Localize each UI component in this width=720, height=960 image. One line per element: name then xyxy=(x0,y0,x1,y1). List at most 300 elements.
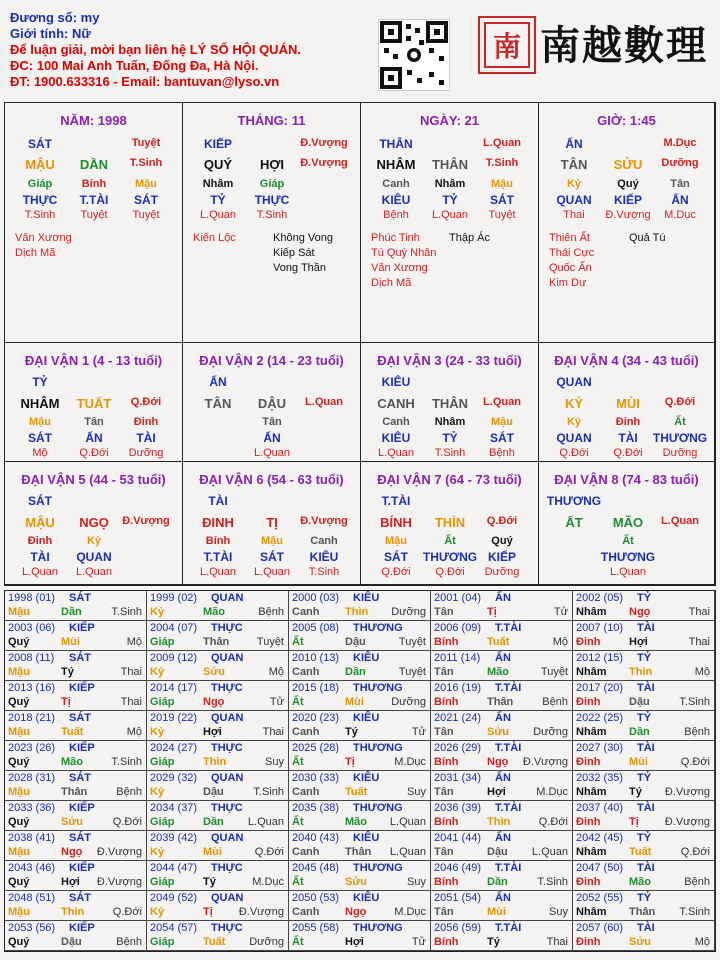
year-cell xyxy=(5,681,147,711)
year-stem: Nhâm xyxy=(576,606,607,618)
year-label: 2010 (13) xyxy=(292,652,340,664)
year-stem: Tân xyxy=(434,906,454,918)
dai-van-value: L.Quan xyxy=(377,447,415,459)
dai-van-value: KIÊU xyxy=(309,550,339,564)
dai-van-title: ĐẠI VẬN 8 (74 - 83 tuổi) xyxy=(554,472,699,487)
year-cell xyxy=(289,831,431,861)
pillar-value: T.TÀI xyxy=(79,193,109,207)
pillar-value: TỶ xyxy=(442,193,458,207)
pillar-value: M.Dục xyxy=(664,209,696,221)
pillar-value: T.Sinh xyxy=(24,209,56,221)
year-stem: Bính xyxy=(434,696,459,708)
pillar-stars-right xyxy=(449,231,490,246)
year-label: 2002 (05) xyxy=(576,592,624,604)
dai-van-title: ĐẠI VẬN 2 (14 - 23 tuổi) xyxy=(199,353,344,368)
pillar-stars-right xyxy=(629,231,666,246)
year-branch: Thìn xyxy=(345,606,369,618)
year-label: 2025 (28) xyxy=(292,742,340,754)
year-god: KIẾP xyxy=(69,742,95,754)
year-phase: T.Sinh xyxy=(111,606,142,618)
year-god: THƯƠNG xyxy=(353,622,403,634)
year-phase: Mộ xyxy=(268,666,284,678)
year-stem: Bính xyxy=(434,876,459,888)
dai-van-value: Q.Đới xyxy=(130,396,162,408)
pillar-value: ẤN xyxy=(565,137,583,151)
year-stem: Giáp xyxy=(150,876,175,888)
pillar-value: Tuyệt xyxy=(131,137,161,149)
year-god: THỰC xyxy=(211,742,243,754)
address-line: ĐC: 100 Mai Anh Tuấn, Đống Đa, Hà Nội. xyxy=(10,58,259,73)
pillar-value: Tuyệt xyxy=(80,209,108,221)
year-cell xyxy=(147,591,289,621)
dai-van-title: ĐẠI VẬN 5 (44 - 53 tuổi) xyxy=(21,472,166,487)
year-branch: Mùi xyxy=(61,636,80,648)
year-god: T.TÀI xyxy=(495,742,522,754)
year-label: 2005 (08) xyxy=(292,622,340,634)
star-item: Vong Thần xyxy=(273,262,327,274)
dai-van-value: Ất xyxy=(622,535,634,547)
year-label: 2006 (09) xyxy=(434,622,482,634)
pillar-value: TÂN xyxy=(560,157,588,172)
dai-van-row-r5 xyxy=(361,566,538,582)
dai-van-row-r3 xyxy=(183,535,360,551)
year-cell xyxy=(5,861,147,891)
dai-van-row-r2 xyxy=(539,515,714,531)
year-stem: Giáp xyxy=(150,636,175,648)
pillar-stars-left xyxy=(193,231,236,246)
year-stem: Canh xyxy=(292,846,320,858)
pillar-value: QUAN xyxy=(556,193,592,207)
year-phase: Mộ xyxy=(126,636,142,648)
dai-van-value: QUAN xyxy=(556,431,592,445)
year-cell xyxy=(573,741,715,771)
dai-van-row-r5 xyxy=(183,447,360,463)
pillar-stars-right xyxy=(273,231,333,276)
year-label: 2015 (18) xyxy=(292,682,340,694)
year-branch: Tý xyxy=(629,786,642,798)
year-stem: Nhâm xyxy=(576,786,607,798)
year-branch: Mão xyxy=(61,756,83,768)
year-god: QUAN xyxy=(211,772,244,784)
year-god: SÁT xyxy=(69,892,91,904)
dai-van-row-r5 xyxy=(5,447,182,463)
year-stem: Canh xyxy=(292,786,320,798)
year-god: T.TÀI xyxy=(495,862,522,874)
pillar-row-r5 xyxy=(539,209,714,225)
year-god: SÁT xyxy=(69,772,91,784)
dai-van-god: SÁT xyxy=(28,494,52,508)
year-stem: Kỷ xyxy=(150,906,165,918)
year-branch: Hợi xyxy=(345,936,364,948)
dai-van-title: ĐẠI VẬN 6 (54 - 63 tuổi) xyxy=(199,472,344,487)
dai-van-value: Quý xyxy=(491,535,513,547)
pillar-value: Canh xyxy=(382,178,410,190)
dai-van-value: Đinh xyxy=(615,416,641,428)
year-stem: Tân xyxy=(434,846,454,858)
year-cell xyxy=(5,771,147,801)
year-cell xyxy=(573,771,715,801)
year-label: 2000 (03) xyxy=(292,592,340,604)
year-branch: Thân xyxy=(345,846,372,858)
pillar-value: THỰC xyxy=(22,193,58,207)
pillar-row-r4 xyxy=(5,193,182,209)
year-stem: Quý xyxy=(8,636,30,648)
year-label: 2027 (30) xyxy=(576,742,624,754)
dai-van-row-r2 xyxy=(361,515,538,531)
year-phase: Suy xyxy=(265,756,284,768)
year-branch: Tị xyxy=(203,906,213,918)
year-label: 2031 (34) xyxy=(434,772,482,784)
year-phase: Thai xyxy=(262,726,284,738)
dai-van-cell xyxy=(5,462,183,585)
year-god: KIÊU xyxy=(353,592,380,604)
star-item: Quả Tú xyxy=(629,232,666,244)
year-phase: Mộ xyxy=(694,936,710,948)
year-label: 2028 (31) xyxy=(8,772,56,784)
year-label: 2009 (12) xyxy=(150,652,198,664)
year-god: TÀI xyxy=(637,742,655,754)
year-branch: Tý xyxy=(345,726,358,738)
year-god: QUAN xyxy=(211,832,244,844)
year-god: ẤN xyxy=(495,772,511,784)
pillar-cell xyxy=(361,103,539,343)
year-cell xyxy=(431,801,573,831)
year-phase: Đ.Vượng xyxy=(664,786,710,798)
year-label: 2051 (54) xyxy=(434,892,482,904)
star-item: Kiến Lộc xyxy=(193,232,236,244)
year-branch: Dậu xyxy=(203,786,224,798)
year-branch: Tý xyxy=(487,936,500,948)
year-god: QUAN xyxy=(211,892,244,904)
year-cell xyxy=(5,651,147,681)
year-label: 2057 (60) xyxy=(576,922,624,934)
year-branch: Hợi xyxy=(61,876,80,888)
year-god: THỰC xyxy=(211,682,243,694)
year-stem: Tân xyxy=(434,726,454,738)
year-stem: Nhâm xyxy=(576,726,607,738)
year-label: 2007 (10) xyxy=(576,622,624,634)
year-label: 2032 (35) xyxy=(576,772,624,784)
year-branch: Thân xyxy=(203,636,230,648)
year-god: KIẾP xyxy=(69,862,95,874)
dai-van-god: TÀI xyxy=(208,494,228,508)
year-phase: L.Quan xyxy=(389,846,426,858)
year-branch: Dần xyxy=(345,666,366,678)
dai-van-title: ĐẠI VẬN 3 (24 - 33 tuổi) xyxy=(377,353,522,368)
year-stem: Quý xyxy=(8,816,30,828)
pillar-row-r5 xyxy=(5,209,182,225)
year-stem: Nhâm xyxy=(576,846,607,858)
year-stem: Canh xyxy=(292,606,320,618)
dai-van-row-r2 xyxy=(5,396,182,412)
dai-van-row-r3 xyxy=(5,535,182,551)
pillar-cell xyxy=(539,103,715,343)
year-cell xyxy=(573,651,715,681)
year-label: 2047 (50) xyxy=(576,862,624,874)
pillar-value: MẬU xyxy=(25,157,55,172)
pillar-title: GIỜ: 1:45 xyxy=(597,113,656,128)
dai-van-row-r4 xyxy=(361,431,538,447)
year-label: 2049 (52) xyxy=(150,892,198,904)
year-god: ẤN xyxy=(495,652,511,664)
year-branch: Tuất xyxy=(345,786,368,798)
pillar-value: T.Sinh xyxy=(129,157,163,169)
dai-van-god: QUAN xyxy=(556,375,592,389)
dai-van-value: Dưỡng xyxy=(484,566,520,578)
year-cell xyxy=(147,921,289,951)
dai-van-value: Q.Đới xyxy=(486,515,518,527)
year-cell xyxy=(431,621,573,651)
year-branch: Hợi xyxy=(487,786,506,798)
year-god: TÀI xyxy=(637,802,655,814)
seal-logo xyxy=(478,16,536,74)
dai-van-row-r4 xyxy=(539,431,714,447)
pillar-value: ẤN xyxy=(671,193,689,207)
year-label: 2045 (48) xyxy=(292,862,340,874)
pillar-value: SÁT xyxy=(490,193,514,207)
year-phase: Tuyệt xyxy=(398,636,426,648)
pillar-row-r5 xyxy=(361,209,538,225)
year-god: SÁT xyxy=(69,712,91,724)
dai-van-row-r3 xyxy=(361,416,538,432)
year-cell xyxy=(289,801,431,831)
year-label: 2030 (33) xyxy=(292,772,340,784)
pillar-title: NGÀY: 21 xyxy=(420,113,479,128)
year-branch: Sửu xyxy=(61,816,84,828)
year-god: THỰC xyxy=(211,802,243,814)
year-branch: Ngọ xyxy=(345,906,367,918)
dai-van-value: MÃO xyxy=(612,515,644,530)
dai-van-value: Kỷ xyxy=(566,416,582,428)
year-cell xyxy=(289,591,431,621)
year-stem: Nhâm xyxy=(576,666,607,678)
year-stem: Canh xyxy=(292,726,320,738)
star-item: Thiên Ất xyxy=(549,232,590,244)
year-stem: Bính xyxy=(434,936,459,948)
pillar-value: Bính xyxy=(81,178,107,190)
pillar-value: SÁT xyxy=(134,193,158,207)
year-branch: Dần xyxy=(203,816,224,828)
pillar-value: Tuyệt xyxy=(488,209,516,221)
pillar-cell xyxy=(5,103,183,343)
year-cell xyxy=(431,711,573,741)
contact-line: Để luận giải, mời bạn liên hệ LÝ SỐ HỘI QUÁN. xyxy=(10,42,301,57)
year-label: 2055 (58) xyxy=(292,922,340,934)
dai-van-value: MẬU xyxy=(25,515,55,530)
year-god: TỶ xyxy=(637,892,652,904)
dai-van-row-r4 xyxy=(5,431,182,447)
year-label: 1999 (02) xyxy=(150,592,198,604)
pillar-value: SÁT xyxy=(28,137,52,151)
dai-van-row-r2 xyxy=(183,515,360,531)
year-phase: T.Sinh xyxy=(253,786,284,798)
year-branch: Thìn xyxy=(61,906,85,918)
annual-table xyxy=(4,590,716,952)
year-stem: Đinh xyxy=(576,816,601,828)
year-phase: Dưỡng xyxy=(391,606,426,618)
year-label: 2004 (07) xyxy=(150,622,198,634)
year-god: KIẾP xyxy=(69,682,95,694)
dai-van-value: T.TÀI xyxy=(203,550,233,564)
year-branch: Sửu xyxy=(345,876,368,888)
year-stem: Quý xyxy=(8,936,30,948)
year-god: THƯƠNG xyxy=(353,802,403,814)
dai-van-value: L.Quan xyxy=(609,566,647,578)
year-phase: T.Sinh xyxy=(537,876,568,888)
year-god: TỶ xyxy=(637,652,652,664)
year-branch: Tị xyxy=(629,816,639,828)
seal-glyph: 南 xyxy=(484,22,530,68)
year-label: 2040 (43) xyxy=(292,832,340,844)
year-phase: Dưỡng xyxy=(391,696,426,708)
year-branch: Dậu xyxy=(61,936,82,948)
dai-van-title: ĐẠI VẬN 7 (64 - 73 tuổi) xyxy=(377,472,522,487)
year-phase: L.Quan xyxy=(247,816,284,828)
dai-van-value: Đ.Vượng xyxy=(300,515,348,527)
year-branch: Dậu xyxy=(487,846,508,858)
dai-van-value: L.Quan xyxy=(75,566,113,578)
year-label: 2039 (42) xyxy=(150,832,198,844)
year-branch: Mão xyxy=(345,816,367,828)
dai-van-value: Q.Đới xyxy=(559,447,589,459)
year-stem: Ất xyxy=(292,756,304,768)
year-god: ẤN xyxy=(495,712,511,724)
year-branch: Tị xyxy=(345,756,355,768)
dai-van-value: ẤT xyxy=(565,515,583,530)
dai-van-value: BÍNH xyxy=(380,515,412,530)
year-branch: Tị xyxy=(487,606,497,618)
dai-van-value: Đ.Vượng xyxy=(122,515,170,527)
year-branch: Mão xyxy=(487,666,509,678)
year-phase: Tử xyxy=(269,696,284,708)
pillar-row-r4 xyxy=(539,193,714,209)
year-cell xyxy=(5,621,147,651)
year-phase: Thai xyxy=(546,936,568,948)
year-cell xyxy=(5,831,147,861)
year-cell xyxy=(573,891,715,921)
year-phase: T.Sinh xyxy=(679,696,710,708)
year-cell xyxy=(289,621,431,651)
dai-van-value: Bệnh xyxy=(489,447,515,459)
dai-van-value: L.Quan xyxy=(305,396,343,408)
pillar-row-r3 xyxy=(5,178,182,194)
year-branch: Hợi xyxy=(629,636,648,648)
pillar-row-r4 xyxy=(361,193,538,209)
dai-van-value: TÀI xyxy=(136,431,156,445)
brand-title: 南越數理 xyxy=(540,22,708,69)
year-god: TÀI xyxy=(637,922,655,934)
year-branch: Mão xyxy=(629,876,651,888)
year-branch: Thìn xyxy=(629,666,653,678)
dai-van-cell xyxy=(5,343,183,462)
year-cell xyxy=(5,711,147,741)
year-cell xyxy=(147,831,289,861)
dai-van-value: Mộ xyxy=(32,447,48,459)
year-label: 2008 (11) xyxy=(8,652,55,664)
year-cell xyxy=(431,681,573,711)
year-god: TÀI xyxy=(637,622,655,634)
year-stem: Kỷ xyxy=(150,666,165,678)
owner-name: Đương số: my xyxy=(10,10,100,25)
year-label: 2011 (14) xyxy=(434,652,481,664)
pillar-value: Mậu xyxy=(135,178,157,190)
pillar-value: Bệnh xyxy=(383,209,409,221)
dai-van-god: T.TÀI xyxy=(381,494,411,508)
year-stem: Quý xyxy=(8,756,30,768)
year-cell xyxy=(289,921,431,951)
pillar-value: L.Quan xyxy=(199,209,237,221)
pillar-row-r2 xyxy=(361,157,538,173)
year-cell xyxy=(147,711,289,741)
pillar-stars-left xyxy=(549,231,594,291)
year-god: QUAN xyxy=(211,652,244,664)
year-branch: Tuất xyxy=(487,636,510,648)
year-branch: Mão xyxy=(203,606,225,618)
year-branch: Ngọ xyxy=(487,756,509,768)
year-phase: Đ.Vượng xyxy=(522,756,568,768)
year-stem: Mậu xyxy=(8,906,30,918)
year-god: KIÊU xyxy=(353,892,380,904)
year-phase: Tuyệt xyxy=(398,666,426,678)
year-phase: Bệnh xyxy=(684,876,710,888)
dai-van-value: Q.Đới xyxy=(613,447,643,459)
year-god: KIÊU xyxy=(353,712,380,724)
dai-van-value: KIÊU xyxy=(381,431,411,445)
dai-van-value: Bính xyxy=(205,535,231,547)
star-item: Kiếp Sát xyxy=(273,247,315,259)
pillar-value: KIẾP xyxy=(613,193,642,207)
year-branch: Thân xyxy=(487,696,514,708)
year-label: 2056 (59) xyxy=(434,922,482,934)
year-phase: Q.Đới xyxy=(112,906,142,918)
star-item: Dịch Mã xyxy=(15,247,56,259)
pillar-value: Đ.Vượng xyxy=(300,157,348,169)
year-phase: Q.Đới xyxy=(680,756,710,768)
year-label: 2043 (46) xyxy=(8,862,56,874)
year-branch: Tị xyxy=(61,696,71,708)
year-stem: Nhâm xyxy=(576,906,607,918)
pillar-value: Đ.Vượng xyxy=(605,209,651,221)
year-label: 2012 (15) xyxy=(576,652,624,664)
dai-van-value: Mậu xyxy=(261,535,283,547)
year-stem: Đinh xyxy=(576,696,601,708)
dai-van-value: CANH xyxy=(377,396,415,411)
year-cell xyxy=(431,741,573,771)
star-item: Dịch Mã xyxy=(371,277,412,289)
dai-van-cell xyxy=(183,343,361,462)
year-phase: Dưỡng xyxy=(533,726,568,738)
year-stem: Đinh xyxy=(576,876,601,888)
year-label: 2042 (45) xyxy=(576,832,624,844)
pillar-value: KIẾP xyxy=(203,137,232,151)
phone-email-line: ĐT: 1900.633316 - Email: bantuvan@lyso.vn xyxy=(10,74,280,89)
year-phase: M.Dục xyxy=(252,876,284,888)
dai-van-cell xyxy=(183,462,361,585)
year-phase: L.Quan xyxy=(531,846,568,858)
dai-van-title: ĐẠI VẬN 1 (4 - 13 tuổi) xyxy=(24,353,163,368)
dai-van-value: SÁT xyxy=(490,431,514,445)
year-branch: Tý xyxy=(61,666,74,678)
year-label: 2001 (04) xyxy=(434,592,482,604)
pillar-value: HỢI xyxy=(259,157,285,172)
year-cell xyxy=(289,711,431,741)
pillar-title: NĂM: 1998 xyxy=(60,113,127,128)
qr-code-icon xyxy=(378,19,450,91)
year-stem: Kỷ xyxy=(150,726,165,738)
year-god: KIÊU xyxy=(353,772,380,784)
dai-van-god: THƯƠNG xyxy=(546,494,602,508)
year-stem: Bính xyxy=(434,756,459,768)
